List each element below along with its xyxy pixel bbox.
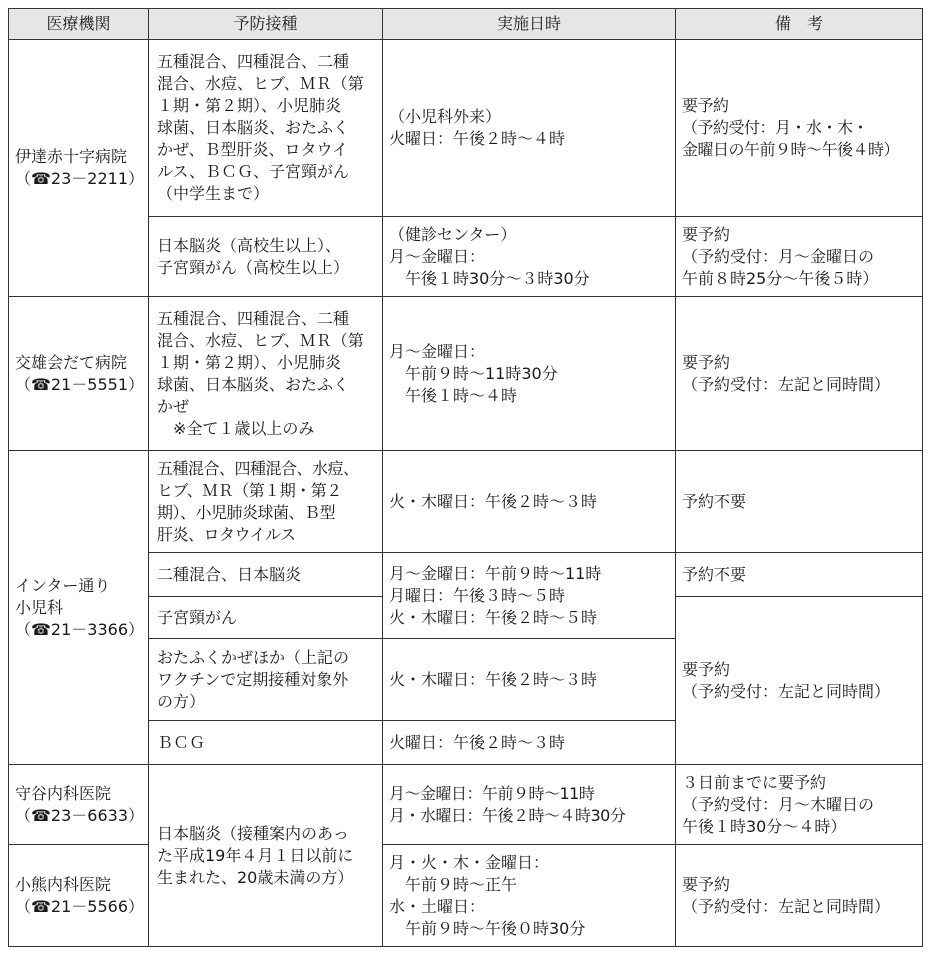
- institution-kouyukai: 交雄会だて病院 （☎21－5551）: [9, 297, 149, 451]
- schedule-cell: （健診センター） 月～金曜日： 午後１時30分～３時30分: [383, 217, 676, 297]
- remarks-cell: ３日前までに要予約 （予約受付：月～木曜日の 午後１時30分～４時）: [676, 765, 923, 845]
- schedule-cell: 月～金曜日：午前９時～11時 月曜日：午後３時～５時 火・木曜日：午後２時～５時: [383, 553, 676, 639]
- schedule-cell: 火・木曜日：午後２時～３時: [383, 639, 676, 721]
- table-row: [9, 845, 923, 947]
- schedule-cell: 月～金曜日： 午前９時～11時30分 午後１時～４時: [383, 297, 676, 451]
- institution-moriya: 守谷内科医院 （☎23－6633）: [9, 765, 149, 845]
- institution-inter-pediatrics: インター通り 小児科 （☎21－3366）: [9, 451, 149, 765]
- vaccine-cell: おたふくかぜほか（上記の ワクチンで定期接種対象外 の方）: [149, 639, 383, 721]
- vaccine-cell: 日本脳炎（高校生以上）、 子宮頸がん（高校生以上）: [149, 217, 383, 297]
- header-remarks: 備 考: [676, 9, 923, 40]
- vaccine-cell-shared: 日本脳炎（接種案内のあっ た平成19年４月１日以前に 生まれた、20歳未満の方）: [149, 765, 383, 947]
- schedule-cell: 火曜日：午後２時～３時: [383, 721, 676, 765]
- header-institution: 医療機関: [9, 9, 149, 40]
- table-row: [9, 297, 923, 451]
- vaccine-cell: 五種混合、四種混合、二種 混合、水痘、ヒブ、ＭＲ（第 １期・第２期）、小児肺炎 球菌、日本脳炎、おたふく かぜ、Ｂ型肝炎、ロタウイ ルス、ＢＣＧ、子宮頸がん （中学生まで）: [149, 40, 383, 217]
- header-schedule: 実施日時: [383, 9, 676, 40]
- schedule-cell: 月・火・木・金曜日： 午前９時～正午 水・土曜日： 午前９時～午後０時30分: [383, 845, 676, 947]
- vaccine-cell: 二種混合、日本脳炎: [149, 553, 383, 597]
- remarks-cell: 要予約 （予約受付：月～金曜日の 午前８時25分～午後５時）: [676, 217, 923, 297]
- remarks-cell: 要予約 （予約受付：左記と同時間）: [676, 597, 923, 765]
- institution-oguma: 小熊内科医院 （☎21－5566）: [9, 845, 149, 947]
- schedule-cell: 火・木曜日：午後２時～３時: [383, 451, 676, 553]
- vaccine-cell: ＢＣＧ: [149, 721, 383, 765]
- table-row: [9, 765, 923, 845]
- table-row: [9, 40, 923, 217]
- header-row: [9, 9, 923, 40]
- remarks-cell: 要予約 （予約受付：左記と同時間）: [676, 297, 923, 451]
- schedule-cell: 月～金曜日：午前９時～11時 月・水曜日：午後２時～４時30分: [383, 765, 676, 845]
- vaccination-schedule-table: [8, 8, 923, 947]
- institution-date-red-cross: 伊達赤十字病院 （☎23－2211）: [9, 40, 149, 297]
- remarks-cell: 要予約 （予約受付：月・水・木・ 金曜日の午前９時～午後４時）: [676, 40, 923, 217]
- schedule-cell: （小児科外来） 火曜日：午後２時～４時: [383, 40, 676, 217]
- remarks-cell: 予約不要: [676, 451, 923, 553]
- remarks-cell: 要予約 （予約受付：左記と同時間）: [676, 845, 923, 947]
- vaccine-cell: 五種混合、四種混合、二種 混合、水痘、ヒブ、ＭＲ（第 １期・第２期）、小児肺炎 球菌、日本脳炎、おたふく かぜ ※全て１歳以上のみ: [149, 297, 383, 451]
- header-vaccine: 予防接種: [149, 9, 383, 40]
- table-row: [9, 451, 923, 553]
- remarks-cell: 予約不要: [676, 553, 923, 597]
- vaccine-cell: 五種混合、四種混合、水痘、 ヒブ、ＭＲ（第１期・第２ 期）、小児肺炎球菌、Ｂ型 肝炎、ロタウイルス: [149, 451, 383, 553]
- vaccine-cell: 子宮頸がん: [149, 597, 383, 639]
